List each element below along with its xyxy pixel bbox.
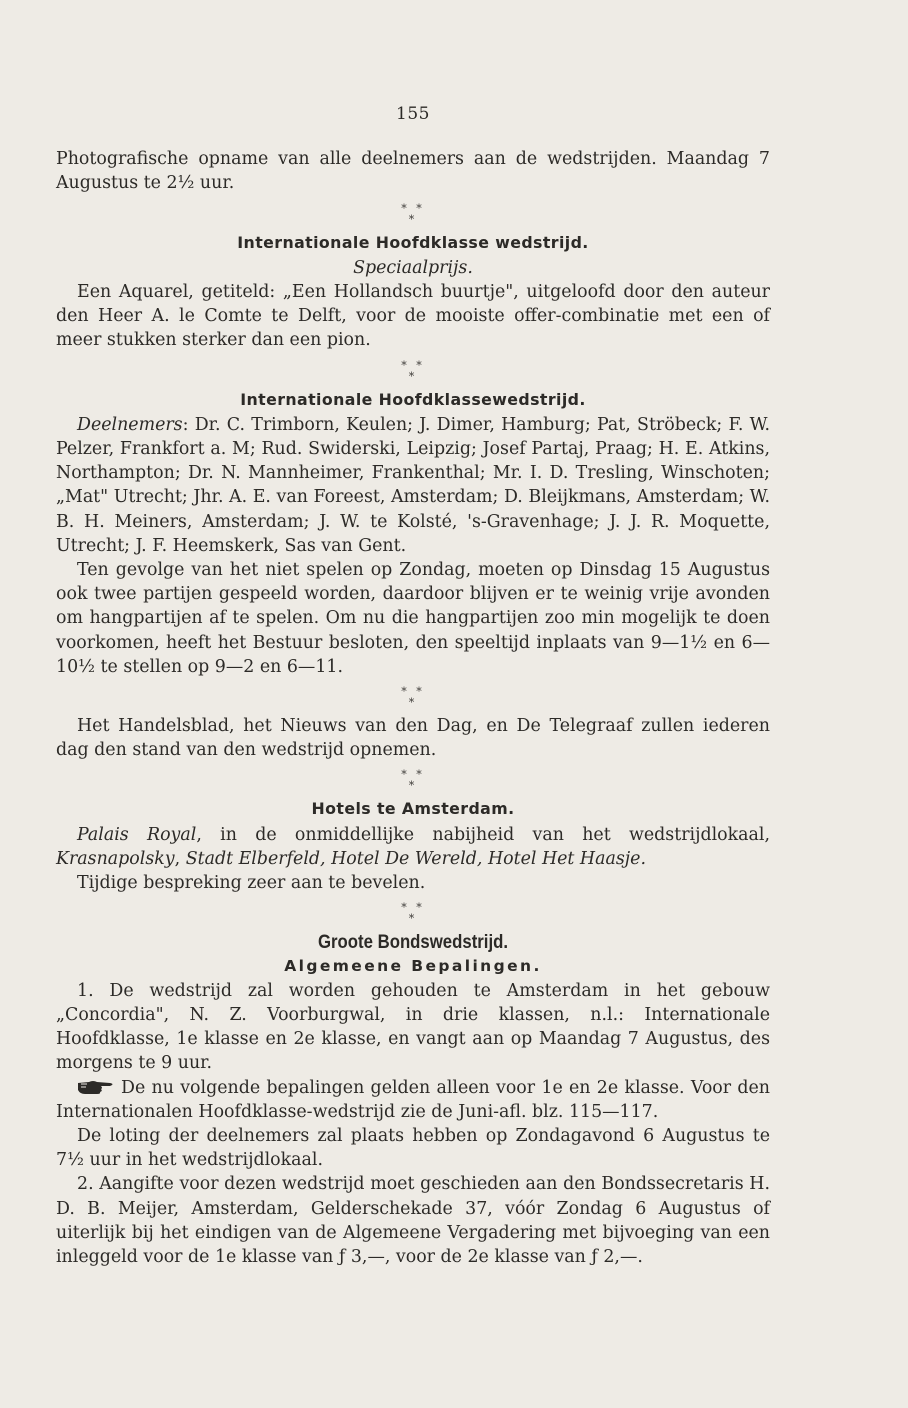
rule-1-paragraph: 1. De wedstrijd zal worden gehouden te Amsterdam in het gebouw „Concordia", N. Z. Voorburgwal, in drie klassen, n.l.: Internationale Hoofdklasse, 1e klasse en 2e klasse, en vangt aan op Maandag 7 Augustus, des morgens te 9 uur. bbox=[56, 980, 770, 1074]
intro-paragraph: Photografische opname van alle deelnemers aan de wedstrijden. Maandag 7 Augustus te 2½ uur. bbox=[56, 149, 770, 194]
separator-row: * * bbox=[401, 901, 425, 915]
subheading-bepalingen: Algemeene Bepalingen. bbox=[284, 957, 542, 976]
rule-2-paragraph: 2. Aangifte voor dezen wedstrijd moet geschieden aan den Bondssecretaris H. D. B. Meijer, Amsterdam, Gelderschekade 37, vóór Zondag 6 Augustus of uiterlijk bij het eindigen van de Algemeene Vergadering met bijvoeging van een inleggeld voor de 1e klasse van ƒ 3,—, voor de 2e klasse van ƒ 2,—. bbox=[56, 1174, 770, 1267]
separator-row: * * bbox=[401, 685, 425, 699]
separator-row: * * bbox=[401, 358, 425, 372]
schedule-paragraph: Ten gevolge van het niet spelen op Zondag, moeten op Dinsdag 15 Augustus ook twee partijen gespeeld worden, daardoor blijven er te weinig vrije avonden om hangpartijen af te spelen. Om nu die hangpartijen zoo min mogelijk te doen voorkomen, heeft het Bestuur besloten, den speeltijd inplaats van 9—1½ en 6—10½ te stellen op 9—2 en 6—11. bbox=[56, 560, 770, 677]
separator-stars bbox=[56, 686, 770, 708]
hotels-other: Stadt Elberfeld, Hotel De Wereld, Hotel Het Haasje. bbox=[185, 848, 646, 869]
participants-label: Deelnemers bbox=[77, 414, 183, 435]
hotels-separator: , bbox=[174, 848, 186, 869]
separator-row: * bbox=[408, 212, 418, 226]
hotel-krasnapolsky: Krasnapolsky bbox=[56, 848, 175, 869]
separator-row: * * bbox=[401, 201, 425, 215]
heading-bondswedstrijd: Groote Bondswedstrijd. bbox=[317, 931, 509, 954]
hotel-palais-royal: Palais Royal bbox=[77, 824, 197, 845]
separator-stars bbox=[56, 360, 770, 382]
separator-stars bbox=[56, 203, 770, 225]
heading-hoofdklassewedstrijd: Internationale Hoofdklassewedstrijd. bbox=[240, 389, 586, 409]
text-column bbox=[56, 102, 770, 1269]
separator-row: * * bbox=[401, 768, 425, 782]
loting-paragraph: De loting der deelnemers zal plaats hebben op Zondagavond 6 Augustus te 7½ uur in het wedstrijdlokaal. bbox=[56, 1125, 770, 1171]
separator-stars bbox=[56, 769, 770, 791]
separator-row: * bbox=[408, 779, 418, 793]
separator-row: * bbox=[408, 369, 418, 383]
booking-paragraph: Tijdige bespreking zeer aan te bevelen. bbox=[77, 873, 426, 894]
participants-list: : Dr. C. Trimborn, Keulen; J. Dimer, Hamburg; Pat, Ströbeck; F. W. Pelzer, Frankfort a. M; Rud. Swiderski, Leipzig; Josef Partaj, Praag; H. E. Atkins, Northampton; Dr. N. Mannheimer, Frankenthal; Mr. I. D. Tresling, Winschoten; „Mat" Utrecht; Jhr. A. E. van Foreest, Amsterdam; D. Bleijkmans, Amsterdam; W. B. H. Meiners, Amsterdam; J. W. te Kolsté, 's-Gravenhage; J. J. R. Moquette, Utrecht; J. F. Heemskerk, Sas van Gent. bbox=[56, 414, 770, 556]
note-paragraph bbox=[56, 1076, 770, 1124]
note-text: De nu volgende bepalingen gelden alleen voor 1e en 2e klasse. Voor den Internationalen Hoofdklasse-wedstrijd zie de Juni-afl. blz. 115—117. bbox=[56, 1077, 770, 1122]
pointing-hand-icon bbox=[77, 1078, 117, 1096]
separator-row: * bbox=[408, 696, 418, 710]
newspapers-paragraph: Het Handelsblad, het Nieuws van den Dag, en De Telegraaf zullen iederen dag den stand van den wedstrijd opnemen. bbox=[56, 716, 770, 761]
hotels-paragraph bbox=[56, 823, 770, 871]
heading-hoofdklasse: Internationale Hoofdklasse wedstrijd. bbox=[237, 232, 589, 252]
subheading-speciaalprijs: Speciaalprijs. bbox=[353, 257, 473, 278]
page-number: 155 bbox=[396, 104, 430, 124]
aquarel-paragraph: Een Aquarel, getiteld: „Een Hollandsch buurtje", uitgeloofd door den auteur den Heer A. le Comte te Delft, voor de mooiste offer-combinatie met een of meer stukken sterker dan een pion. bbox=[56, 282, 770, 351]
separator-row: * bbox=[408, 912, 418, 926]
hotels-mid-text: , in de onmiddellijke nabijheid van het wedstrijdlokaal, bbox=[196, 824, 770, 845]
heading-hotels: Hotels te Amsterdam. bbox=[311, 799, 515, 819]
separator-stars bbox=[56, 902, 770, 924]
participants-paragraph bbox=[56, 413, 770, 558]
